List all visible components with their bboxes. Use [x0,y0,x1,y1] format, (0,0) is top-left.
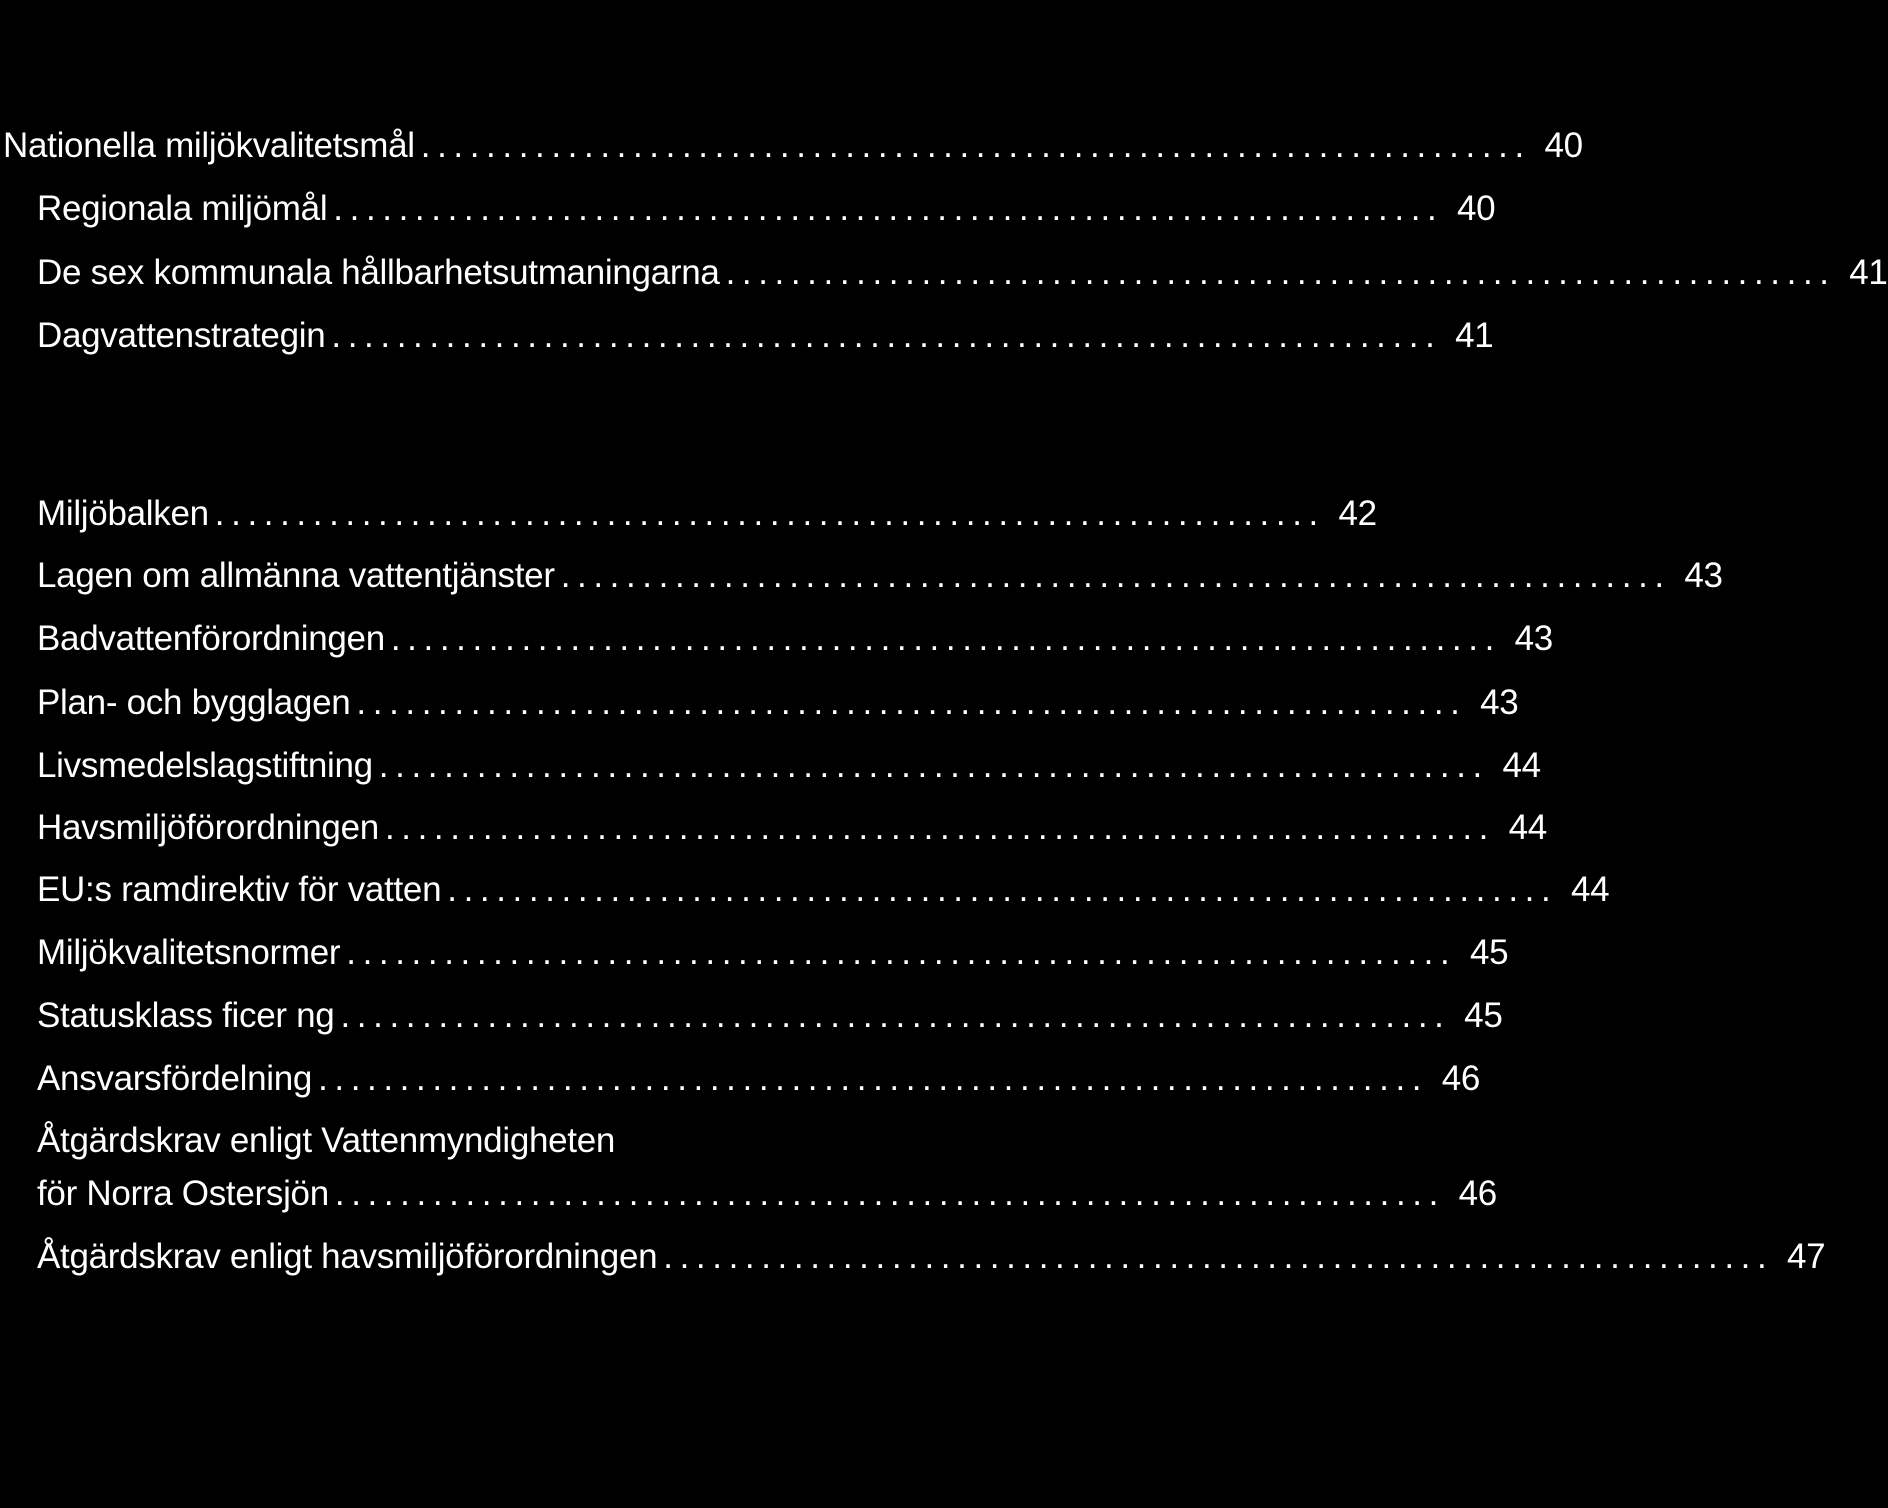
toc-leader-dots: .................................................................... [384,808,1495,847]
toc-entry-title: EU:s ramdirektiv för vatten [37,870,442,909]
toc-entry-title: Statusklass ficer ng [37,996,335,1035]
toc-entry[interactable] [0,1233,1826,1281]
toc-leader-dots: .................................................................... [725,253,1836,292]
toc-entry[interactable] [0,312,1494,360]
toc-page-number: 43 [1514,619,1553,658]
toc-page-number: 44 [1508,808,1547,847]
toc-entry[interactable] [0,866,1610,914]
toc-page-number: 44 [1570,870,1610,909]
toc-leader-dots: .................................................................... [340,996,1451,1035]
toc-entry[interactable] [0,1055,1481,1103]
toc-page-number: 44 [1502,746,1541,785]
toc-entry-title: Livsmedelslagstiftning [37,746,373,785]
toc-entry-title: Åtgärdskrav enligt havsmiljöförordningen [37,1237,658,1276]
toc-page-number: 43 [1480,683,1519,722]
toc-leader-dots: .................................................................... [334,1174,1445,1213]
toc-entry[interactable] [0,992,1503,1040]
toc-entry-title: Regionala miljömål [37,189,328,228]
toc-entry-title: för Norra Ostersjön [37,1174,329,1213]
toc-leader-dots: .................................................................... [420,126,1531,165]
toc-page-number: 40 [1544,126,1583,165]
toc-entry-title: Lagen om allmänna vattentjänster [37,556,555,595]
toc-entry[interactable] [0,1170,1497,1218]
toc-entry[interactable] [0,552,1723,600]
toc-entry-title: De sex kommunala hållbarhetsutmaningarna [37,253,720,292]
toc-page-number: 41 [1849,253,1888,292]
toc-entry[interactable] [0,122,1583,170]
toc-page-number: 41 [1455,316,1494,355]
toc-entry-title: Miljökvalitetsnormer [37,933,341,972]
toc-page-number: 40 [1457,189,1496,228]
toc-leader-dots: .................................................................... [378,746,1489,785]
toc-entry-title: Dagvattenstrategin [37,316,326,355]
toc-entry[interactable] [0,490,1377,538]
toc-leader-dots: .................................................................... [560,556,1671,595]
toc-entry[interactable] [0,742,1541,790]
toc-entry-title: Miljöbalken [37,494,209,533]
toc-entry-title: Nationella miljökvalitetsmål [3,126,415,165]
toc-leader-dots: .................................................................... [663,1237,1774,1276]
toc-leader-dots: .................................................................... [346,933,1457,972]
toc-entry[interactable] [0,185,1496,233]
toc-leader-dots: .................................................................... [214,494,1325,533]
toc-leader-dots: .................................................................... [333,189,1444,228]
toc-page-number: 43 [1684,556,1723,595]
toc-leader-dots: .................................................................... [390,619,1501,658]
toc-entry-title: Plan- och bygglagen [37,683,351,722]
toc-entry[interactable] [0,249,1888,297]
toc-entry[interactable] [0,615,1553,663]
toc-page-number: 46 [1441,1059,1481,1098]
toc-page-number: 42 [1338,494,1377,533]
toc-entry-title-line1[interactable]: Åtgärdskrav enligt Vattenmyndigheten [37,1121,616,1160]
toc-page-number: 45 [1469,933,1509,972]
toc-page-number: 47 [1786,1237,1826,1276]
toc-page-number: 46 [1458,1174,1497,1213]
toc-entry[interactable] [0,679,1519,727]
toc-entry-title: Badvattenförordningen [37,619,385,658]
toc-entry-title: Havsmiljöförordningen [37,808,379,847]
toc-leader-dots: .................................................................... [318,1059,1429,1098]
toc-entry[interactable] [0,804,1547,852]
toc-leader-dots: .................................................................... [447,870,1558,909]
toc-page-number: 45 [1464,996,1503,1035]
toc-entry-title: Ansvarsfördelning [37,1059,313,1098]
toc-leader-dots: .................................................................... [356,683,1467,722]
toc-entry[interactable] [0,929,1509,977]
toc-leader-dots: .................................................................... [331,316,1442,355]
